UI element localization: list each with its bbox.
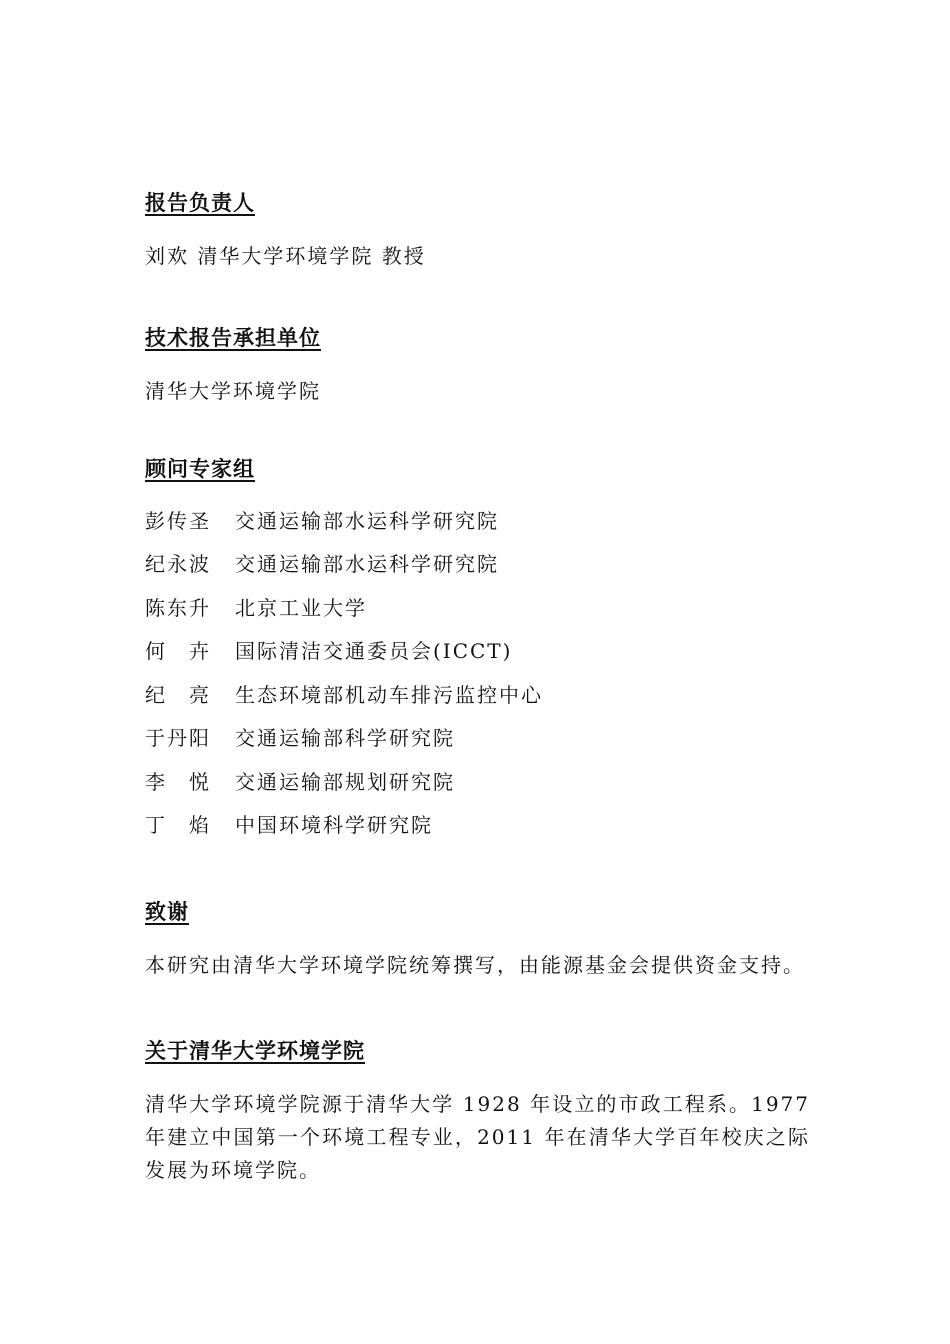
expert-name: 纪永波 (145, 552, 211, 576)
expert-org: 北京工业大学 (235, 596, 367, 620)
expert-org: 国际清洁交通委员会(ICCT) (235, 639, 513, 663)
expert-name: 于丹阳 (145, 726, 211, 750)
report-lead-text: 刘欢 清华大学环境学院 教授 (145, 244, 426, 268)
expert-name: 陈东升 (145, 596, 211, 620)
undertaking-unit-text: 清华大学环境学院 (145, 379, 321, 403)
expert-name: 李悦 (145, 770, 233, 794)
undertaking-unit-heading: 技术报告承担单位 (145, 325, 321, 350)
about-paragraph: 清华大学环境学院源于清华大学 1928 年设立的市政工程系。1977 年建立中国第一个环境工程专业，2011 年在清华大学百年校庆之际发展为环境学院。 (145, 1092, 810, 1182)
expert-name: 纪亮 (145, 683, 233, 707)
expert-org: 交通运输部规划研究院 (235, 770, 455, 794)
expert-org: 生态环境部机动车排污监控中心 (235, 683, 543, 707)
expert-name: 彭传圣 (145, 509, 211, 533)
acknowledgement-heading: 致谢 (145, 899, 189, 924)
advisory-group-heading: 顾问专家组 (145, 456, 255, 481)
expert-name: 何卉 (145, 639, 233, 663)
expert-org: 交通运输部水运科学研究院 (235, 509, 499, 533)
expert-org: 中国环境科学研究院 (235, 813, 433, 837)
expert-org: 交通运输部科学研究院 (235, 726, 455, 750)
expert-org: 交通运输部水运科学研究院 (235, 552, 499, 576)
about-heading: 关于清华大学环境学院 (145, 1038, 365, 1063)
acknowledgement-text: 本研究由清华大学环境学院统筹撰写，由能源基金会提供资金支持。 (145, 953, 805, 977)
expert-name: 丁焰 (145, 813, 233, 837)
report-lead-heading: 报告负责人 (145, 190, 255, 215)
